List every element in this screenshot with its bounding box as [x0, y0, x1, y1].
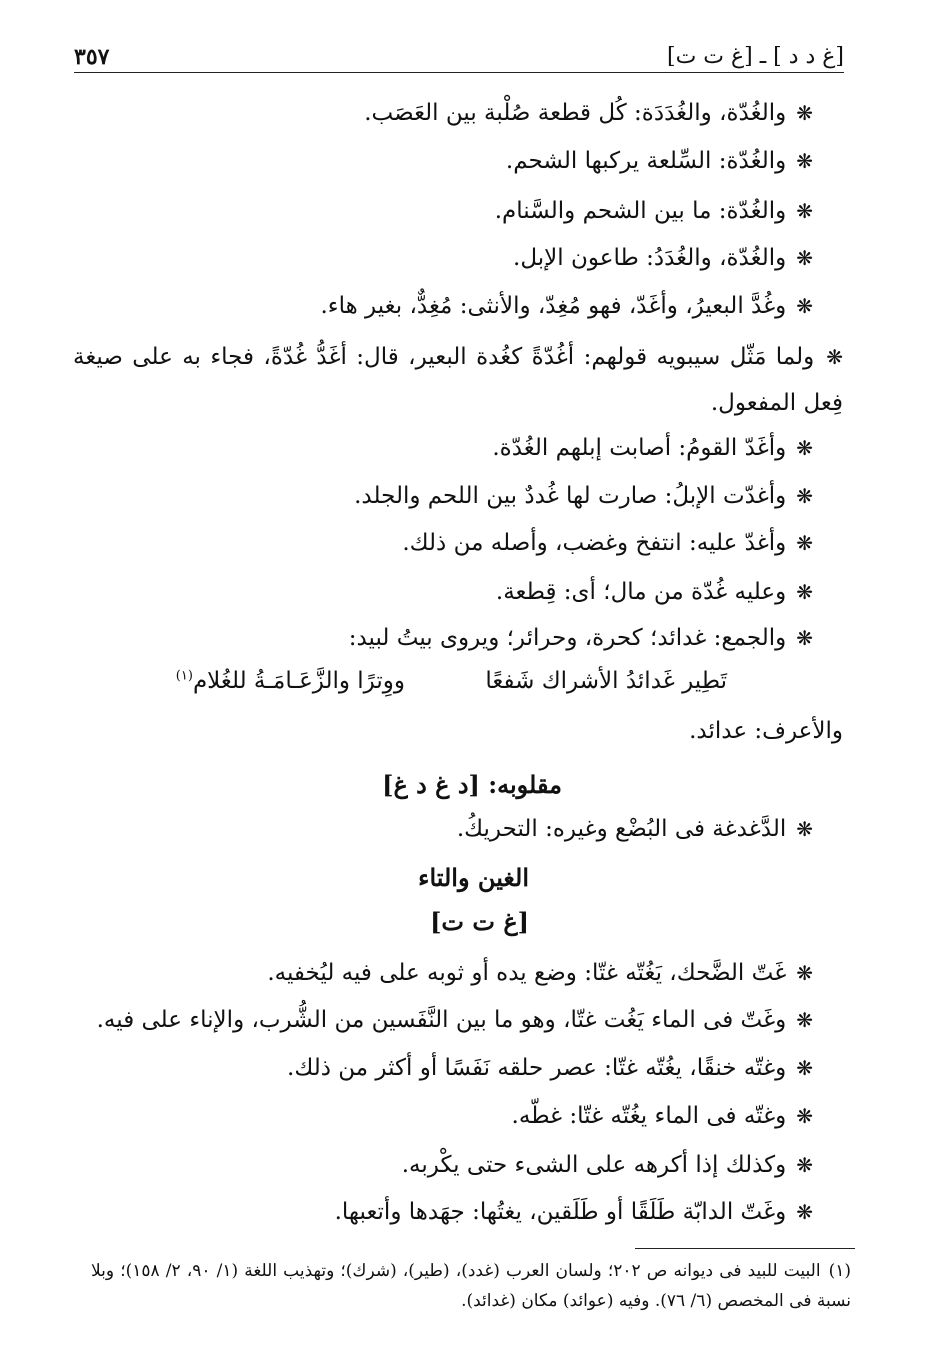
entry-text: وأغدّ عليه: انتفخ وغضب، وأصله من ذلك.: [402, 530, 787, 556]
entry: [349, 623, 813, 653]
bullet-star: ❋: [796, 626, 813, 650]
running-header-title: [غ د د ] ـ [غ ت ت]: [667, 44, 844, 69]
page-number: ٣٥٧: [74, 44, 110, 70]
footnote-reference[interactable]: (١): [175, 668, 193, 684]
bullet-star: ❋: [796, 817, 813, 841]
heading-maqlub: مقلوبه: [د غ د غ]: [382, 770, 562, 799]
entry: [513, 243, 813, 273]
bullet-star: ❋: [796, 1008, 813, 1032]
entry: [320, 291, 813, 321]
bullet-star: ❋: [796, 531, 813, 555]
footnote-marker: (١): [828, 1261, 851, 1281]
after-poem-text: والأعرف: عدائد.: [689, 718, 843, 744]
entry-text: وأغدّت الإبلُ: صارت لها غُددٌ بين اللحم والجلد.: [354, 483, 787, 509]
bullet-star: ❋: [796, 246, 813, 270]
entry-multiline: [73, 334, 843, 426]
poem-text: ووِترًا والزَّعَـامَـةُ للغُلام: [192, 668, 405, 694]
entry: [97, 1005, 813, 1035]
entry-text: والغُدّة، والغُدَدُ: طاعون الإبل.: [513, 245, 787, 271]
entry: [335, 1197, 813, 1227]
entry-text: والجمع: غدائد؛ كحرة، وحرائر؛ ويروى بيتُ لبيد:: [348, 625, 787, 651]
poem-hemistich-first: تَطِير غَدائدُ الأشراك شَفعًا: [485, 668, 727, 694]
entry-text: وأغَدّ القومُ: أصابت إبلهم الغُدّة.: [492, 435, 787, 461]
bullet-star: ❋: [826, 345, 843, 369]
footnote-text: البيت للبيد فى ديوانه ص ٢٠٢؛ ولسان العرب (غدد)، (طير)، (شرك)؛ وتهذيب اللغة (١/ ٩٠، ٢/ ١٥٨)؛ وبلا نسبة فى المخصص (٦/ ٧٦). وفيه (عوائد) مكان (غدائد).: [91, 1261, 851, 1311]
entry: [267, 958, 813, 988]
entry-text: وغتّه خنقًا، يغُتّه غتّا: عصر حلقه نَفَسًا أو أكثر من ذلك.: [287, 1055, 787, 1081]
entry-text: وغُدَّ البعيرُ، وأغَدّ، فهو مُغِدّ، والأنثى: مُغِدٌّ، بغير هاء.: [320, 293, 787, 319]
bullet-star: ❋: [796, 1056, 813, 1080]
entry-text: والغُدّة: ما بين الشحم والسَّنام.: [494, 198, 787, 224]
entry-text: الدَّغدغة فى البُضْع وغيره: التحريكُ.: [456, 816, 787, 842]
entry-text: وغَتّ فى الماء يَغُت غتّا، وهو ما بين النَّفَسين من الشُّرب، والإناء على فيه.: [96, 1007, 787, 1033]
footnote: [91, 1256, 851, 1316]
bullet-star: ❋: [796, 436, 813, 460]
entry: [287, 1053, 813, 1083]
entry-text: والغُدّة، والغُدَدَة: كُل قطعة صُلْبة بين العَصَب.: [364, 100, 787, 126]
entry-text: وعليه غُدّة من مال؛ أى: قِطعة.: [495, 579, 787, 605]
entry: [506, 146, 813, 176]
entry: [496, 577, 813, 607]
entry: [457, 814, 813, 844]
bullet-star: ❋: [796, 1104, 813, 1128]
bullet-star: ❋: [796, 149, 813, 173]
entry: [495, 196, 813, 226]
entry-text: والغُدّة: السِّلعة يركبها الشحم.: [505, 148, 787, 174]
section-title: الغين والتاء: [418, 863, 529, 892]
entry-text: ولما مَثّل سيبويه قولهم: أغُدّةً كغُدة البعير، قال: أغَدُّ غُدّةً، فجاء به على صيغة فِعل المفعول.: [73, 344, 843, 416]
header-rule: [74, 72, 844, 73]
bullet-star: ❋: [796, 961, 813, 985]
footnote-rule: [635, 1248, 855, 1249]
entry: [354, 481, 813, 511]
entry-text: وغتّه فى الماء يغُتّه غتّا: غطّه.: [511, 1103, 787, 1129]
bullet-star: ❋: [796, 101, 813, 125]
bullet-star: ❋: [796, 294, 813, 318]
entry-text: غَتّ الضَّحك، يَغُتّه غتّا: وضع يده أو ثوبه على فيه ليُخفيه.: [267, 960, 787, 986]
bullet-star: ❋: [796, 484, 813, 508]
entry: [492, 433, 813, 463]
bullet-star: ❋: [796, 1200, 813, 1224]
root-title: [غ ت ت]: [430, 907, 529, 936]
entry: [402, 1150, 813, 1180]
entry: [402, 528, 813, 558]
entry-text: وكذلك إذا أكرهه على الشىء حتى يكْربه.: [401, 1152, 787, 1178]
entry: [512, 1101, 813, 1131]
entry-text: وغَتّ الدابّة طَلَقًا أو طَلَقين، يغتُها: جهَدها وأتعبها.: [334, 1199, 787, 1225]
bullet-star: ❋: [796, 580, 813, 604]
entry: [364, 98, 813, 128]
bullet-star: ❋: [796, 1153, 813, 1177]
bullet-star: ❋: [796, 199, 813, 223]
poem-hemistich-second: [176, 668, 405, 694]
